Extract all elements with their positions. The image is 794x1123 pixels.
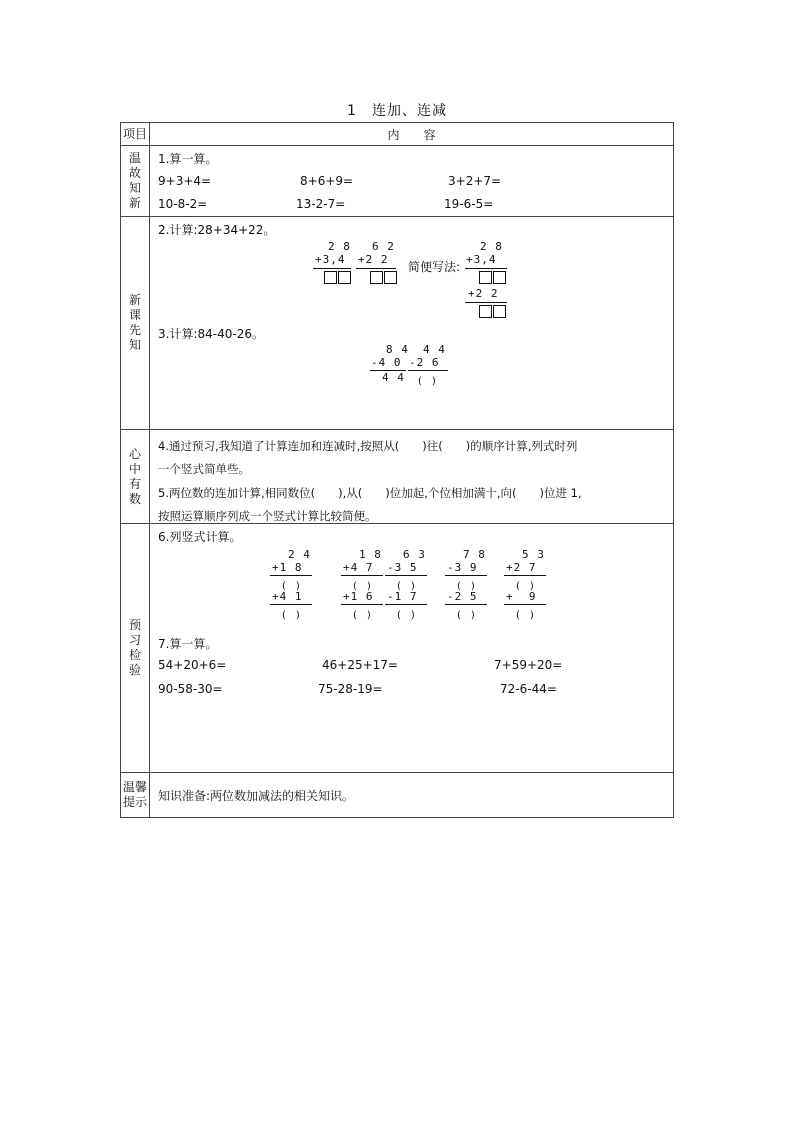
vertical-top: 1 8: [359, 548, 382, 561]
vertical-line: [270, 575, 312, 576]
vertical-paren: ( ): [397, 581, 415, 592]
q2-text: 2.计算:28+34+22。: [158, 223, 276, 237]
vertical-op: +2 7: [506, 561, 537, 574]
header-content: 内 容: [150, 123, 674, 146]
vertical-paren: ( ): [282, 610, 300, 621]
v-result: 4 4: [382, 371, 405, 384]
v-op: -2 6: [409, 356, 440, 369]
v-op: +2 2: [468, 287, 499, 300]
vertical-paren: ( ): [397, 610, 415, 621]
vertical-line: [504, 604, 546, 605]
vertical-line: [270, 604, 312, 605]
header-item: 项目: [121, 123, 150, 146]
q4-line2: 一个竖式简单些。: [158, 462, 250, 476]
q3-text: 3.计算:84-40-26。: [158, 327, 264, 341]
vertical-paren: ( ): [282, 581, 300, 592]
q1-text: 1.算一算。: [158, 152, 218, 166]
vertical-op: +4 1: [272, 590, 303, 603]
answer-boxes: [324, 270, 352, 284]
v-op: -4 0: [371, 356, 402, 369]
label-heart: 心中有数: [121, 430, 150, 524]
vertical-paren: ( ): [516, 610, 534, 621]
calc: 19-6-5=: [444, 197, 494, 211]
vertical-line: [445, 575, 487, 576]
shortcut-label: 简便写法:: [408, 260, 461, 274]
vertical-op: + 9: [506, 590, 537, 603]
page-title: 1 连加、连减: [347, 103, 447, 119]
q5-line1: 5.两位数的连加计算,相同数位( ),从( )位加起,个位相加满十,向( )位进 1,: [158, 486, 582, 500]
tip-content: [150, 773, 674, 818]
q7-text: 7.算一算。: [158, 637, 218, 651]
calc: 9+3+4=: [158, 174, 212, 188]
vertical-line: [504, 575, 546, 576]
vertical-op: -3 9: [447, 561, 478, 574]
vertical-paren: ( ): [457, 610, 475, 621]
v-op: +2 2: [358, 253, 389, 266]
v-top: 6 2: [372, 240, 395, 253]
vertical-top: 2 4: [288, 548, 311, 561]
calc: 7+59+20=: [494, 658, 563, 672]
plan-table: [120, 122, 674, 818]
calc: 8+6+9=: [300, 174, 354, 188]
vertical-line: [341, 604, 383, 605]
vertical-line: [341, 575, 383, 576]
vertical-paren: ( ): [516, 581, 534, 592]
calc: 3+2+7=: [448, 174, 502, 188]
label-newlesson: 新课先知: [121, 217, 150, 430]
newlesson-content: [150, 217, 674, 430]
label-review: 温故知新: [121, 146, 150, 217]
answer-boxes: [370, 270, 398, 284]
calc: 54+20+6=: [158, 658, 227, 672]
vertical-op: -1 7: [387, 590, 418, 603]
vertical-top: 7 8: [463, 548, 486, 561]
calc: 10-8-2=: [158, 197, 208, 211]
vertical-op: -3 5: [387, 561, 418, 574]
answer-boxes: [479, 270, 507, 284]
q4-line1: 4.通过预习,我知道了计算连加和连减时,按照从( )往( )的顺序计算,列式时列: [158, 439, 578, 453]
check-content: [150, 524, 674, 773]
vertical-op: -2 5: [447, 590, 478, 603]
vertical-line: [385, 604, 427, 605]
label-tip: 温馨 提示: [121, 773, 150, 818]
vertical-top: 5 3: [522, 548, 545, 561]
vertical-op: +1 6: [343, 590, 374, 603]
v-top: 2 8: [328, 240, 351, 253]
vertical-top: 6 3: [403, 548, 426, 561]
vertical-op: +1 8: [272, 561, 303, 574]
v-top: 4 4: [423, 343, 446, 356]
v-top: 2 8: [480, 240, 503, 253]
calc: 90-58-30=: [158, 682, 223, 696]
v-result: ( ): [418, 376, 436, 387]
calc: 46+25+17=: [322, 658, 398, 672]
v-op: +3,4: [315, 253, 346, 266]
label-check: 预习检验: [121, 524, 150, 773]
tip-text: 知识准备:两位数加减法的相关知识。: [158, 788, 355, 803]
answer-boxes: [479, 304, 507, 318]
v-top: 8 4: [386, 343, 409, 356]
calc: 75-28-19=: [318, 682, 383, 696]
vertical-paren: ( ): [353, 581, 371, 592]
vertical-op: +4 7: [343, 561, 374, 574]
vertical-line: [445, 604, 487, 605]
q6-text: 6.列竖式计算。: [158, 530, 242, 544]
heart-content: [150, 430, 674, 524]
calc: 13-2-7=: [296, 197, 346, 211]
calc: 72-6-44=: [500, 682, 557, 696]
v-op: +3,4: [466, 253, 497, 266]
vertical-paren: ( ): [353, 610, 371, 621]
vertical-line: [385, 575, 427, 576]
vertical-paren: ( ): [457, 581, 475, 592]
review-content: [150, 146, 674, 217]
q5-line2: 按照运算顺序列成一个竖式计算比较简便。: [158, 509, 377, 523]
